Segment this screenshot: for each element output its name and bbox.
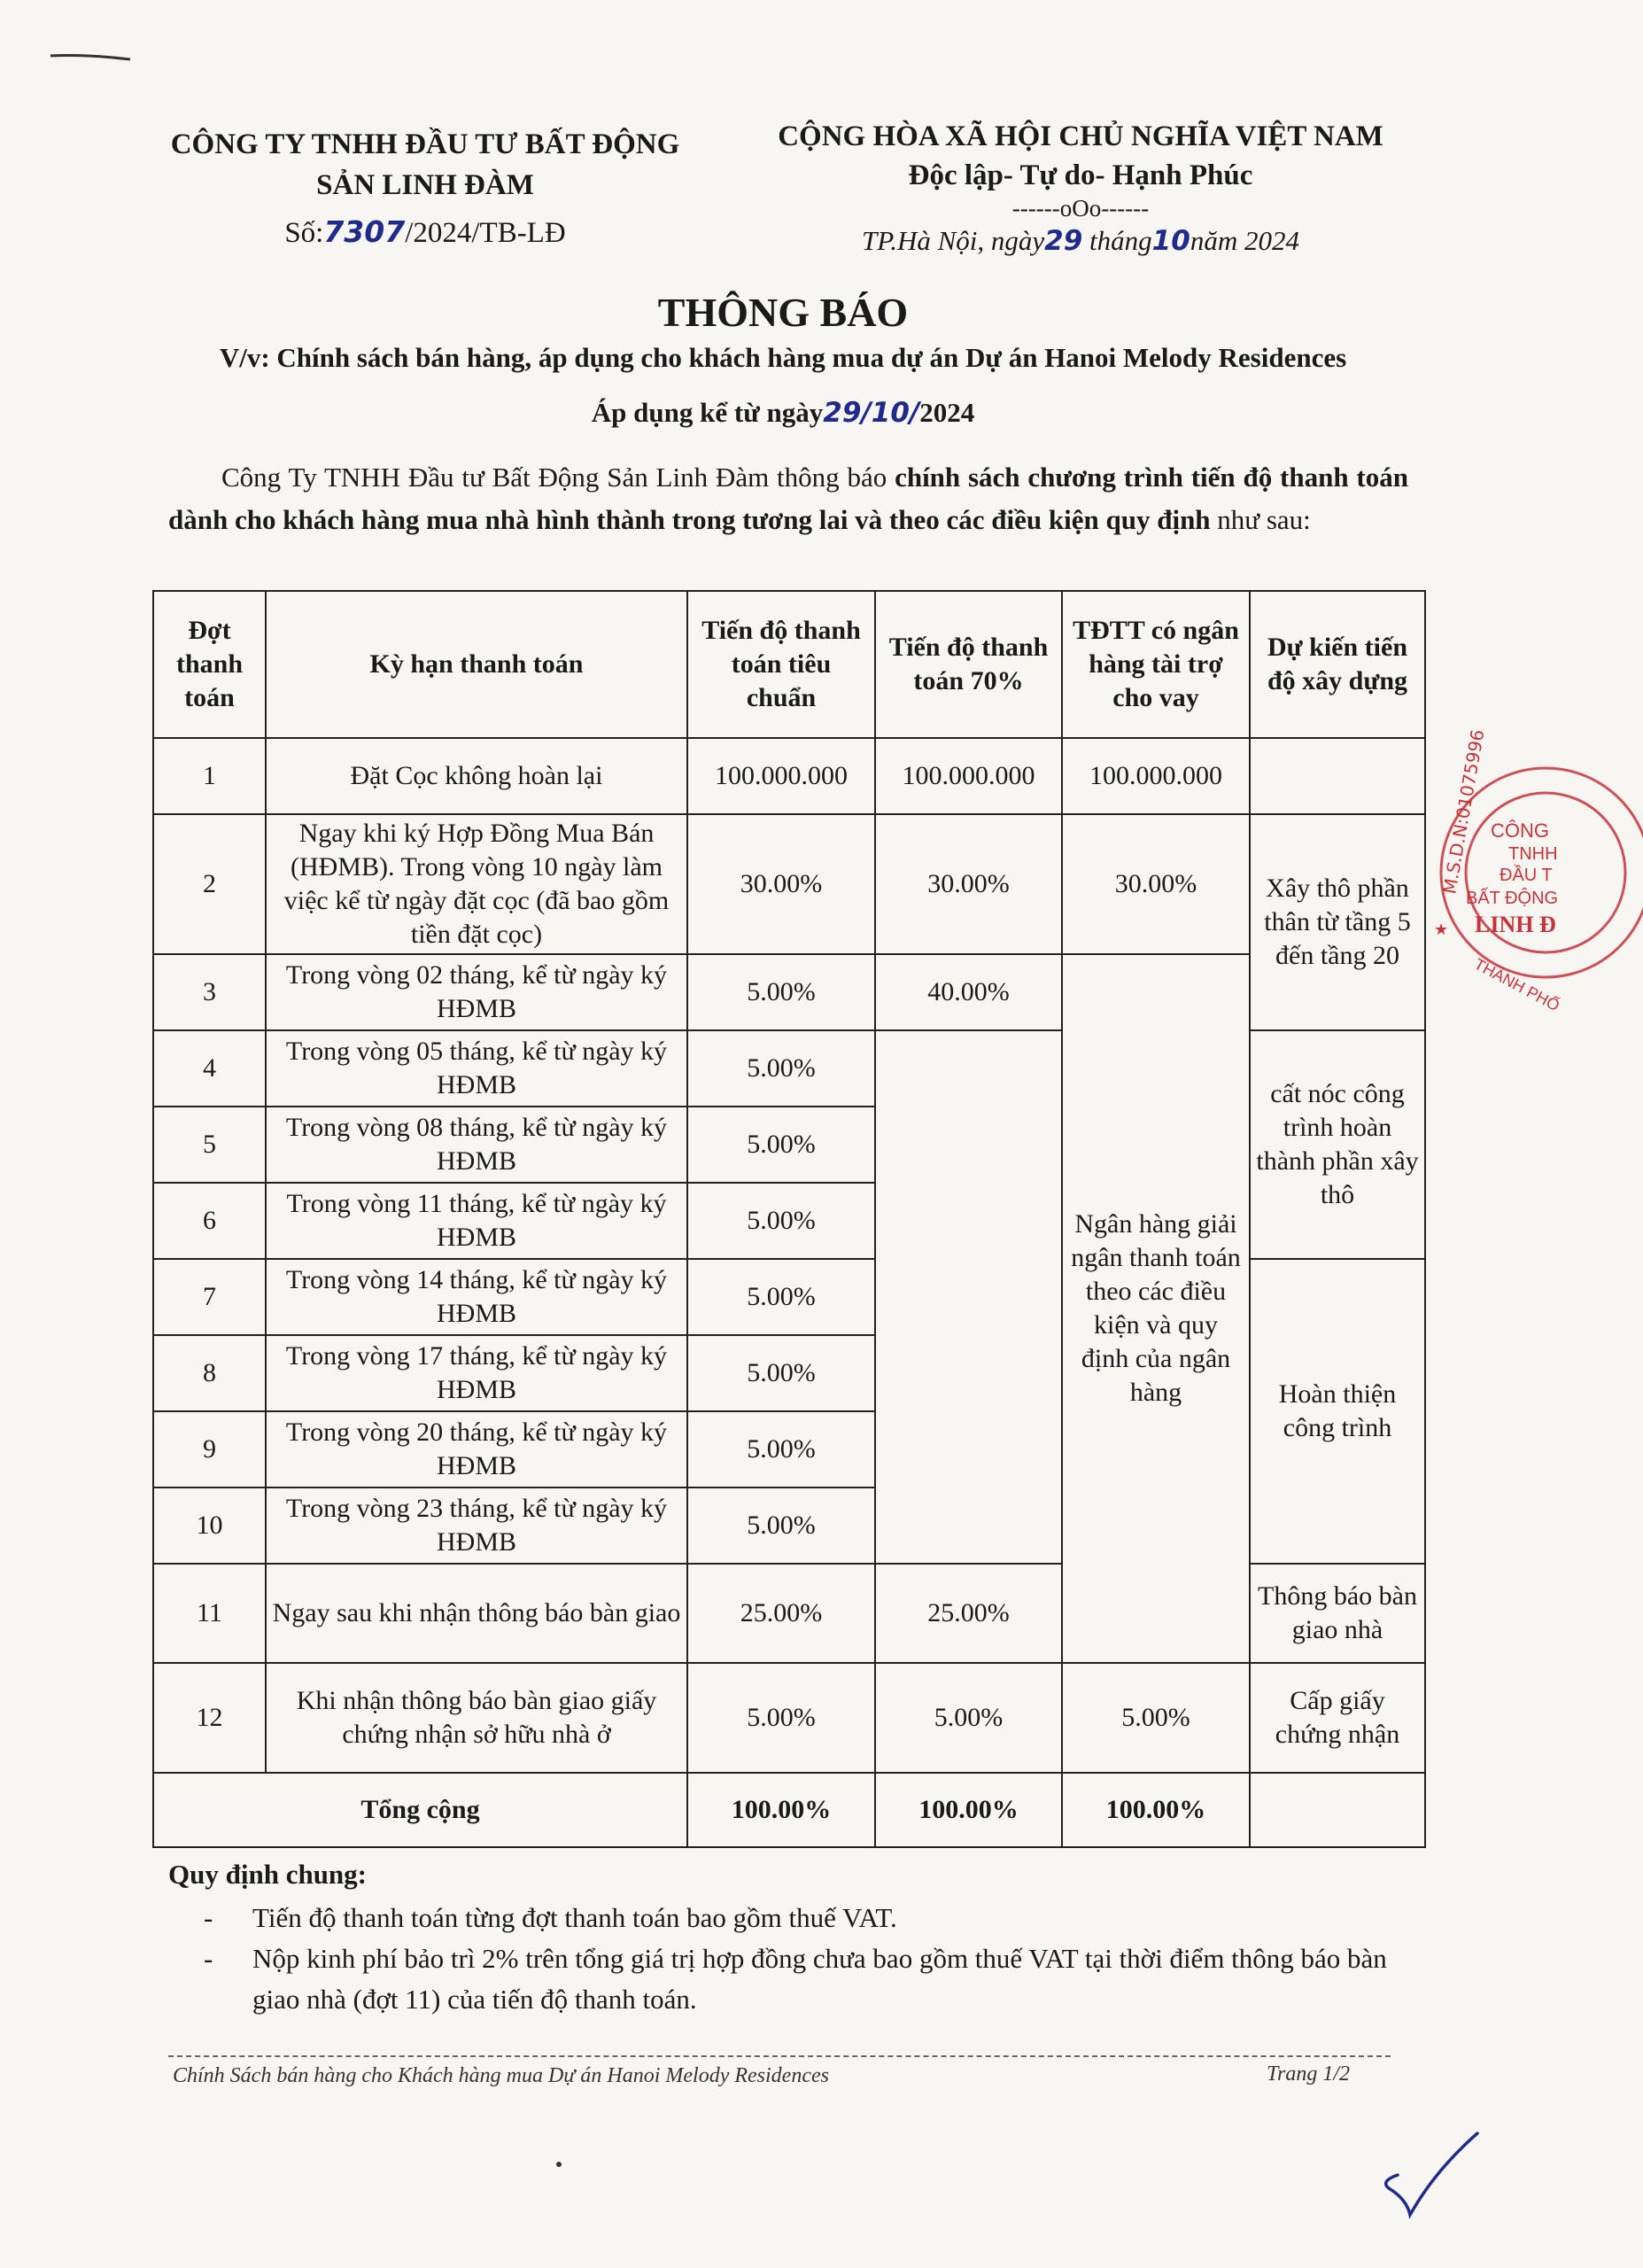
svg-text:LINH Đ: LINH Đ <box>1475 912 1556 937</box>
cell-installment: 12 <box>153 1663 266 1773</box>
ink-dot <box>556 2162 562 2167</box>
cell-installment: 9 <box>153 1411 266 1487</box>
rules-list <box>204 1898 1399 2020</box>
cell-installment: 1 <box>153 738 266 814</box>
cell-standard: 25.00% <box>687 1564 875 1663</box>
header-installment: Đợt thanh toán <box>153 591 266 738</box>
number-suffix: /2024/TB-LĐ <box>405 217 566 249</box>
svg-text:M.S.D.N:01075996: M.S.D.N:01075996 <box>1438 727 1489 896</box>
footer-divider <box>168 2055 1391 2057</box>
number-prefix: Số: <box>284 217 324 249</box>
svg-text:CÔNG: CÔNG <box>1491 819 1549 842</box>
cell-construction-empty <box>1250 738 1425 814</box>
date-year: năm 2024 <box>1190 225 1299 256</box>
number-handwritten: 7307 <box>323 214 406 249</box>
company-line-1: CÔNG TY TNHH ĐẦU TƯ BẤT ĐỘNG <box>170 128 680 160</box>
total-standard: 100.00% <box>687 1773 875 1847</box>
cell-70: 40.00% <box>875 954 1062 1030</box>
national-header <box>753 117 1408 221</box>
cell-term: Trong vòng 08 tháng, kể từ ngày ký HĐMB <box>266 1107 687 1183</box>
total-construction-empty <box>1250 1773 1425 1847</box>
document-title: THÔNG BÁO <box>657 290 909 335</box>
effective-handwritten: 29/10/ <box>823 397 920 429</box>
header-bank: TĐTT có ngân hàng tài trợ cho vay <box>1062 591 1250 738</box>
cell-term: Trong vòng 02 tháng, kể từ ngày ký HĐMB <box>266 954 687 1030</box>
rule-item: - Nộp kinh phí bảo trì 2% trên tổng giá trị hợp đồng chưa bao gồm thuế VAT tại thời điểm thông báo bàn giao nhà (đợt 11) của tiến độ thanh toán. <box>204 1938 1399 2020</box>
effective-year: 2024 <box>919 397 975 428</box>
cell-standard: 5.00% <box>687 1663 875 1773</box>
cell-installment: 4 <box>153 1030 266 1107</box>
total-70: 100.00% <box>875 1773 1062 1847</box>
cell-standard: 5.00% <box>687 1487 875 1564</box>
intro-tail: như sau: <box>1210 504 1311 535</box>
cell-bank: 5.00% <box>1062 1663 1250 1773</box>
cell-bank: 30.00% <box>1062 814 1250 954</box>
header-construction: Dự kiến tiến độ xây dựng <box>1250 591 1425 738</box>
cell-installment: 8 <box>153 1335 266 1411</box>
company-line-2: SẢN LINH ĐÀM <box>316 169 534 201</box>
rules-title: Quy định chung: <box>168 1859 367 1890</box>
intro-text: Công Ty TNHH Đầu tư Bất Động Sản Linh Đàm thông báo <box>221 462 895 493</box>
svg-text:THÀNH PHỐ: THÀNH PHỐ <box>1471 954 1563 1015</box>
cell-70: 5.00% <box>875 1663 1062 1773</box>
cell-term: Khi nhận thông báo bàn giao giấy chứng nhận sở hữu nhà ở <box>266 1663 687 1773</box>
cell-installment: 3 <box>153 954 266 1030</box>
table-header-row <box>153 591 1425 738</box>
effective-date <box>0 397 1566 429</box>
page-number: Trang 1/2 <box>1267 2062 1351 2085</box>
cell-term: Trong vòng 14 tháng, kể từ ngày ký HĐMB <box>266 1259 687 1335</box>
table-total-row <box>153 1773 1425 1847</box>
motto: Độc lập- Tự do- Hạnh Phúc <box>908 159 1253 191</box>
header-standard: Tiến độ thanh toán tiêu chuẩn <box>687 591 875 738</box>
svg-text:BẤT ĐỘNG: BẤT ĐỘNG <box>1466 889 1559 908</box>
svg-text:★: ★ <box>1434 920 1449 939</box>
cell-70-empty <box>875 1030 1062 1564</box>
cell-construction-stage-2: cất nóc công trình hoàn thành phần xây thô <box>1250 1030 1425 1259</box>
cell-standard: 5.00% <box>687 1335 875 1411</box>
cell-70: 25.00% <box>875 1564 1062 1663</box>
header-term: Kỳ hạn thanh toán <box>266 591 687 738</box>
cell-construction-stage-5: Cấp giấy chứng nhận <box>1250 1663 1425 1773</box>
issue-date <box>753 225 1408 257</box>
cell-term: Trong vòng 23 tháng, kể từ ngày ký HĐMB <box>266 1487 687 1564</box>
cell-installment: 6 <box>153 1183 266 1259</box>
cell-term: Ngay khi ký Hợp Đồng Mua Bán (HĐMB). Trong vòng 10 ngày làm việc kể từ ngày đặt cọc (đã bao gồm tiền đặt cọc) <box>266 814 687 954</box>
cell-bank-merged: Ngân hàng giải ngân thanh toán theo các điều kiện và quy định của ngân hàng <box>1062 954 1250 1663</box>
cell-installment: 7 <box>153 1259 266 1335</box>
cell-installment: 5 <box>153 1107 266 1183</box>
initial-signature-icon <box>1364 2126 1488 2224</box>
cell-installment: 2 <box>153 814 266 954</box>
rule-item: - Tiến độ thanh toán từng đợt thanh toán bao gồm thuế VAT. <box>204 1898 1399 1938</box>
cell-standard: 5.00% <box>687 1030 875 1107</box>
cell-term: Trong vòng 17 tháng, kể từ ngày ký HĐMB <box>266 1335 687 1411</box>
date-month-label: tháng <box>1089 225 1152 256</box>
footer-caption: Chính Sách bán hàng cho Khách hàng mua Dự án Hanoi Melody Residences <box>173 2064 829 2087</box>
total-label: Tổng cộng <box>153 1773 687 1847</box>
table-row <box>153 954 1425 1030</box>
effective-prefix: Áp dụng kể từ ngày <box>591 397 824 428</box>
cell-construction-stage-4: Thông báo bàn giao nhà <box>1250 1564 1425 1663</box>
cell-70: 30.00% <box>875 814 1062 954</box>
document-subject: V/v: Chính sách bán hàng, áp dụng cho khách hàng mua dự án Dự án Hanoi Melody Residences <box>219 342 1347 373</box>
total-bank: 100.00% <box>1062 1773 1250 1847</box>
date-prefix: TP.Hà Nội, ngày <box>862 225 1045 256</box>
cell-standard: 5.00% <box>687 1259 875 1335</box>
pen-mark <box>49 49 133 66</box>
date-day: 29 <box>1044 225 1083 257</box>
date-month: 10 <box>1151 225 1190 257</box>
intro-bold-text: chính sách chương trình tiến độ thanh toán dành cho khách hàng mua nhà hình thành trong tương lai và theo các điều kiện quy định <box>168 462 1408 535</box>
table-row <box>153 814 1425 954</box>
cell-standard: 100.000.000 <box>687 738 875 814</box>
table-row <box>153 1663 1425 1773</box>
company-name <box>133 124 717 206</box>
cell-term: Đặt Cọc không hoàn lại <box>266 738 687 814</box>
cell-installment: 10 <box>153 1487 266 1564</box>
country-name: CỘNG HÒA XÃ HỘI CHỦ NGHĨA VIỆT NAM <box>778 120 1383 152</box>
cell-installment: 11 <box>153 1564 266 1663</box>
cell-standard: 5.00% <box>687 1183 875 1259</box>
intro-paragraph <box>168 456 1408 541</box>
company-seal <box>1422 727 1643 1015</box>
cell-bank: 100.000.000 <box>1062 738 1250 814</box>
cell-term: Trong vòng 05 tháng, kể từ ngày ký HĐMB <box>266 1030 687 1107</box>
cell-standard: 5.00% <box>687 954 875 1030</box>
svg-text:TNHH: TNHH <box>1508 844 1558 864</box>
cell-term: Ngay sau khi nhận thông báo bàn giao <box>266 1564 687 1663</box>
motto-ornament: ------oOo------ <box>1011 195 1150 221</box>
cell-standard: 30.00% <box>687 814 875 954</box>
header-70: Tiến độ thanh toán 70% <box>875 591 1062 738</box>
document-number <box>133 214 717 250</box>
cell-standard: 5.00% <box>687 1107 875 1183</box>
payment-schedule-table <box>152 590 1426 1848</box>
svg-text:ĐẦU T: ĐẦU T <box>1500 866 1553 885</box>
cell-standard: 5.00% <box>687 1411 875 1487</box>
cell-70: 100.000.000 <box>875 738 1062 814</box>
cell-construction-stage-1: Xây thô phần thân từ tầng 5 đến tầng 20 <box>1250 814 1425 1030</box>
cell-term: Trong vòng 11 tháng, kể từ ngày ký HĐMB <box>266 1183 687 1259</box>
cell-term: Trong vòng 20 tháng, kể từ ngày ký HĐMB <box>266 1411 687 1487</box>
table-row <box>153 738 1425 814</box>
cell-construction-stage-3: Hoàn thiện công trình <box>1250 1259 1425 1564</box>
